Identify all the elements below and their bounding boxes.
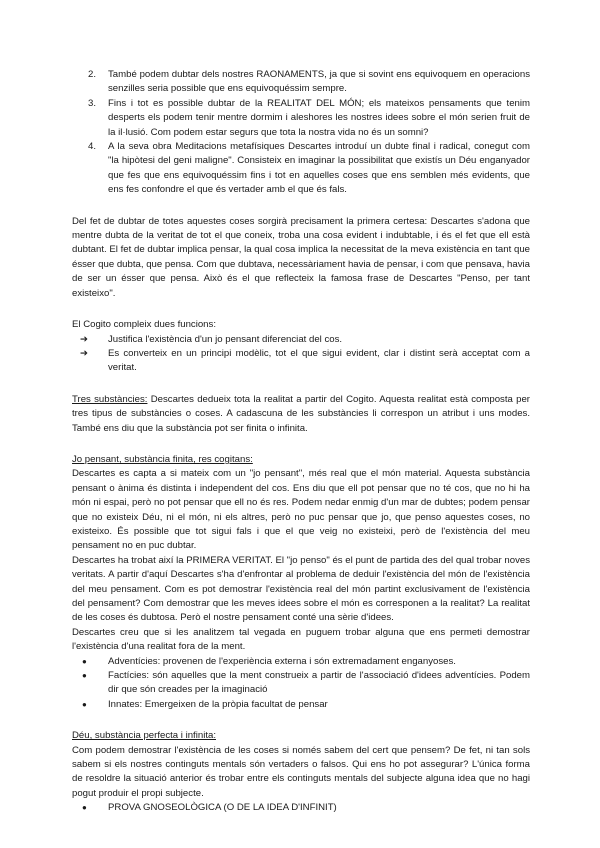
list-item [72, 347, 530, 376]
arrow-icon: ➔ [80, 347, 89, 359]
list-item-text: Es converteix en un principi modèlic, tot el que sigui evident, clar i distint serà acceptat com a veritat. [108, 347, 530, 374]
list-item-text: Adventícies: provenen de l'experiència externa i són extremadament enganyoses. [108, 655, 456, 667]
paragraph: Descartes es capta a si mateix com un "jo pensant", més real que el món material. Aquesta substància pensant o ànima és distinta i independent del cos. Ens diu que ell pot pensar que no té cos, que no hi ha món ni espai, però no pot pensar que ell no és res. Podem nedar enmig d'un mar de dubtes; podem pensar que no existeix Déu, ni el món, ni els altres, però no puc pensar que jo, que penso aquestes coses, no existeixo. És possible que tot sigui fals i que el que veig no existeixi, però de l'existència del meu pensament no en puc dubtar. [72, 468, 530, 552]
list-item [72, 801, 530, 815]
list-item-text: També podem dubtar dels nostres RAONAMENTS, ja que si sovint ens equivoquem en operacions senzilles seria possible que ens equivoquéssim sempre. [108, 69, 530, 95]
list-item-text: Justifica l'existència d'un jo pensant diferenciat del cos. [108, 333, 343, 345]
list-item [72, 333, 530, 347]
list-item [72, 698, 530, 712]
list-number: 2. [87, 69, 96, 80]
section-heading: Déu, substància perfecta i infinita: [72, 730, 216, 742]
paragraph-dubte: Del fet de dubtar de totes aquestes coses sorgirà precisament la primera certesa: Descartes s'adona que mentre dubta de la veritat de tot el que coneix, troba una cosa evident i indubtable, i és el fet que ell està dubtant. El fet de dubtar implica pensar, la qual cosa implica la necessitat de la meva existència en tant que ésser que dubta, que pensa. Com que dubtava, necessàriament havia de pensar, i com que pensava, havia de ser un ésser que pensa. Això és el que reflecteix la famosa frase de Descartes "Penso, per tant existeixo". [72, 215, 530, 299]
bullet-icon: ● [82, 671, 87, 681]
numbered-item [72, 97, 530, 140]
paragraph: Descartes creu que si les analitzem tal vegada en puguem trobar alguna que ens permeti demostrar l'existència d'una realitat fora de la ment. [72, 626, 530, 653]
cogito-intro: El Cogito compleix dues funcions: [72, 319, 216, 331]
list-item-text: Fins i tot es possible dubtar de la REALITAT DEL MÓN; els mateixos pensaments que tenim desperts els podem tenir mentre dormim i aleshores les nostres idees sobre el món serien fruit de la il·lusió. Com podem estar segurs que tota la nostra vida no és un somni? [108, 97, 530, 138]
paragraph: Com podem demostrar l'existència de les coses si només sabem del cert que pensem? De fet, ni tan sols sabem si els nostres continguts mentals són vertaders o falsos. Qui ens ho pot assegurar? L'única forma de resoldre la situació anterior és trobar entre els continguts mentals del subjecte alguna idea que no hagi pogut produir el propi subjecte. [72, 744, 530, 799]
list-item [72, 655, 530, 669]
numbered-item [72, 140, 530, 198]
tres-substancies-paragraph [72, 393, 530, 436]
list-number: 4. [87, 141, 96, 153]
numbered-item [72, 68, 530, 97]
paragraph-text: Descartes dedueix tota la realitat a partir del Cogito. Aquesta realitat està composta per tres tipus de substàncies o coses. A cadascuna de les substàncies li correspon un atribut i uns modes. També ens diu que la substància pot ser finita o infinita. [72, 393, 531, 434]
bullet-list [72, 655, 530, 713]
document-body [72, 68, 530, 816]
list-number: 3. [87, 97, 96, 109]
list-item-text: Factícies: són aquelles que la ment construeix a partir de l'associació d'idees adventícies. Podem dir que són creades per la imaginació [108, 670, 530, 696]
section-heading: Tres substàncies: [72, 393, 148, 405]
list-item-text: A la seva obra Meditacions metafísiques Descartes introduí un dubte final i radical, conegut com "la hipòtesi del geni maligne". Consisteix en imaginar la possibilitat que existís un Déu enganyador que fes que ens equivoquéssim fins i tot en aquelles coses que ens semblen més evidents, que ens fes confondre el que és vertader amb el que és fals. [108, 141, 530, 196]
section-heading: Jo pensant, substància finita, res cogitans: [72, 453, 253, 465]
bullet-icon: ● [82, 656, 87, 666]
bullet-list [72, 801, 530, 815]
paragraph: Descartes ha trobat així la PRIMERA VERITAT. El "jo penso" és el punt de partida des del qual trobar noves veritats. A partir d'aquí Descartes s'ha d'enfrontar al problema de deduir l'existència del món de l'existència del meu pensament. Com es pot demostrar l'existència real del món partint exclusivament de l'existència del pensament? Com demostrar que les meves idees sobre el món es corresponen a la realitat? La realitat de les coses és dubtosa. Però el nostre pensament conté una sèrie d'idees. [72, 554, 530, 624]
bullet-icon: ● [82, 803, 87, 813]
bullet-icon: ● [82, 699, 87, 709]
arrow-icon: ➔ [80, 333, 89, 345]
list-item [72, 669, 530, 698]
list-item-text: PROVA GNOSEOLÒGICA (O DE LA IDEA D'INFINIT) [108, 802, 337, 814]
list-item-text: Innates: Emergeixen de la pròpia facultat de pensar [108, 698, 328, 710]
cogito-list [72, 333, 530, 376]
numbered-list [72, 68, 530, 198]
